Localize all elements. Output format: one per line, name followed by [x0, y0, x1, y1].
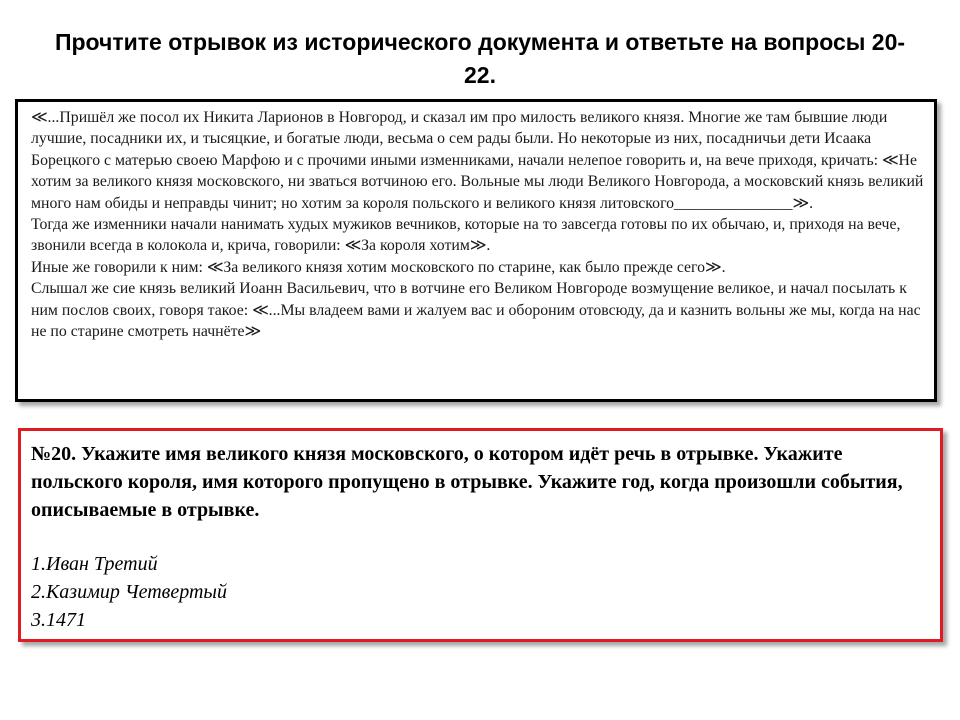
excerpt-paragraph: Слышал же сие князь великий Иоанн Васильевич, что в вотчине его Великом Новгороде возмущение великое, и начал посылать к ним послов своих, говоря такое: ≪...Мы владеем вами и жалуем вас и обороним отовсюду, да и казнить вольны же мы, когда на нас не по старине смотреть начнёте≫ — [31, 280, 921, 341]
document-excerpt — [15, 99, 937, 402]
page-title: Прочтите отрывок из исторического документа и ответьте на вопросы 20-22. — [54, 29, 906, 88]
question-text: №20. Укажите имя великого князя московского, о котором идёт речь в отрывке. Укажите польского короля, имя которого пропущено в отрывке. Укажите год, когда произошли события, описываемые в отрывке. — [31, 443, 903, 521]
excerpt-paragraph: Иные же говорили к ним: ≪За великого князя хотим московского по старине, как было прежде сего≫. — [31, 258, 726, 276]
answer-item: 3.1471 — [31, 609, 86, 631]
answer-list — [31, 550, 930, 634]
answer-item: 1.Иван Третий — [31, 553, 158, 575]
excerpt-paragraph: ≪...Пришёл же посол их Никита Ларионов в Новгород, и сказал им про милость великого князя. Многие же там бывшие люди лучшие, посадники их, и тысяцкие, и богатые люди, весьма о сем рады были. Но некоторые из них, посадничьи дети Исаака Борецкого с матерью своею Марфою и с прочими иными изменниками, начали нелепое говорить и, на вече приходя, кричать: ≪Не хотим за великого князя московского, ни зваться вотчиною его. Вольные мы люди Великого Новгорода, а московский князь великий много нам обиды и неправды чинит; но хотим за короля польского и великого князя литовского_______________≫. — [31, 109, 924, 212]
question-box — [18, 428, 943, 642]
excerpt-paragraph: Тогда же изменники начали нанимать худых мужиков вечников, которые на то завсегда готовы по их обычаю, и, приходя на вече, звонили всегда в колокола и, крича, говорили: ≪За короля хотим≫. — [31, 216, 901, 255]
answer-item: 2.Казимир Четвертый — [31, 581, 227, 603]
